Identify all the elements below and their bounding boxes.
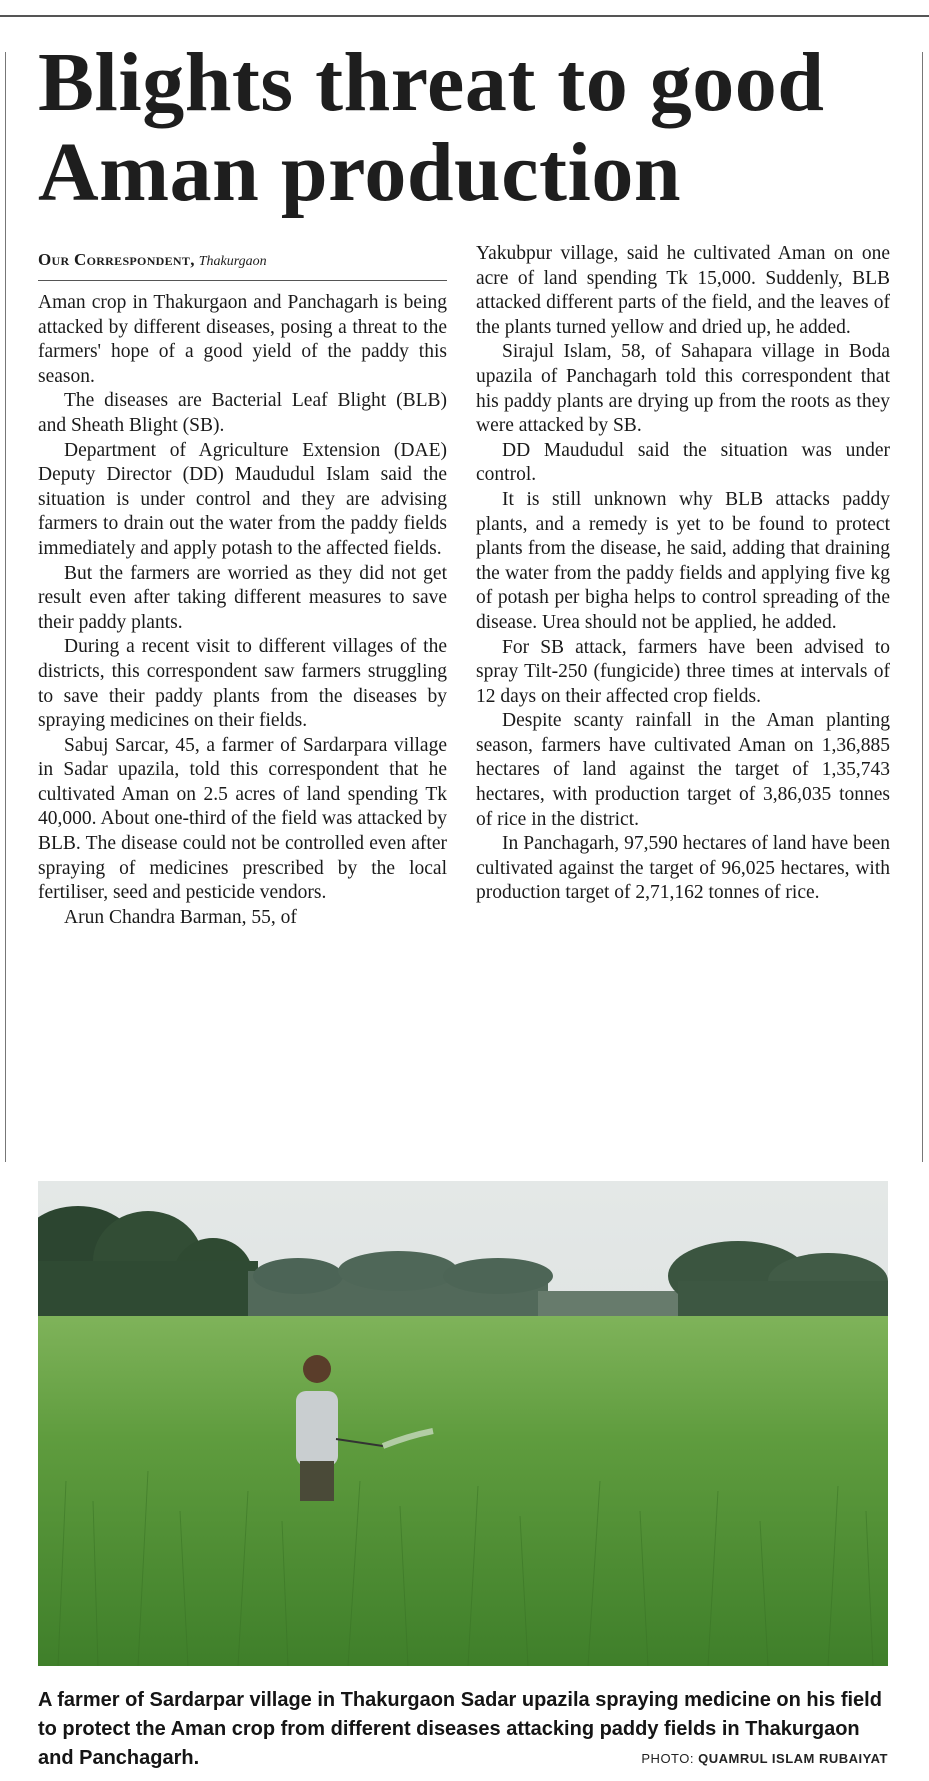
paragraph: Sabuj Sarcar, 45, a farmer of Sardarpara village in Sadar upazila, told this correspondent that he cultivated Aman on 2.5 acres of land spending Tk 40,000. About one-third of the field was attacked by BLB. The disease could not be controlled even after spraying of medicines prescribed by the local fertiliser, seed and pesticide vendors. [38,734,447,904]
paddy-field-illustration [38,1181,888,1666]
paddy-field [38,1316,888,1666]
article-column-2 [476,242,890,906]
paragraph: In Panchagarh, 97,590 hectares of land have been cultivated against the target of 96,025 hectares, with production target of 2,71,162 tonnes of rice. [476,833,890,904]
headline-line-2: Aman production [38,126,682,219]
left-column-rule [5,52,6,1162]
paragraph: Arun Chandra Barman, 55, of [64,906,297,928]
paragraph: Sirajul Islam, 58, of Sahapara village in Boda upazila of Panchagarh told this correspondent that his paddy plants are drying up from the roots as they were attacked by SB. [476,341,890,437]
paragraph: DD Maududul said the situation was under control. [476,439,890,486]
headline-line-1: Blights threat to good [38,36,825,129]
paragraph: But the farmers are worried as they did not get result even after taking different measures to save their paddy plants. [38,562,447,633]
paragraph: During a recent visit to different villages of the districts, this correspondent saw farmers struggling to save their paddy plants from the diseases by spraying medicines on their fields. [38,636,447,732]
paragraph: Department of Agriculture Extension (DAE) Deputy Director (DD) Maududul Islam said the situation is under control and they are advising farmers to drain out the water from the paddy fields immediately and apply potash to the affected fields. [38,439,447,559]
photo-credit-label: PHOTO: [641,1751,694,1766]
headline [38,38,918,218]
paragraph: The diseases are Bacterial Leaf Blight (BLB) and Sheath Blight (SB). [38,390,447,436]
photo-credit [641,1751,888,1766]
paragraph: It is still unknown why BLB attacks paddy plants, and a remedy is yet to be found to protect plants from the disease, he said, adding that draining the water from the paddy fields and applying five kg of potash per bigha helps to control spreading of the disease. Urea should not be applied, he added. [476,488,890,633]
paragraph: Despite scanty rainfall in the Aman planting season, farmers have cultivated Aman on 1,36,885 hectares of land against the target of 1,35,743 hectares, with production target of 3,86,035 tonnes of rice in the district. [476,710,890,830]
photo-caption: A farmer of Sardarpar village in Thakurgaon Sadar upazila spraying medicine on his field to protect the Aman crop from different diseases attacking paddy fields in Thakurgaon and Panchagarh. [38,1689,882,1769]
paragraph: For SB attack, farmers have been advised to spray Tilt-250 (fungicide) three times at intervals of 12 days on their affected crop fields. [476,636,890,707]
byline [38,248,447,281]
paragraph: Yakubpur village, said he cultivated Aman on one acre of land spending Tk 15,000. Suddenly, BLB attacked different parts of the field, and the leaves of the plants turned yellow and dried up, he added. [476,243,890,338]
paragraph: Aman crop in Thakurgaon and Panchagarh is being attacked by different diseases, posing a threat to the farmers' hope of a good yield of the paddy this season. [38,292,447,387]
byline-location: Thakurgaon [198,254,267,269]
top-rule [0,15,929,17]
byline-author: Our Correspondent, [38,250,195,269]
news-photo [38,1181,888,1666]
photo-credit-name: QUAMRUL ISLAM RUBAIYAT [698,1751,888,1766]
right-column-rule [922,52,923,1162]
article-column-1 [38,291,447,930]
